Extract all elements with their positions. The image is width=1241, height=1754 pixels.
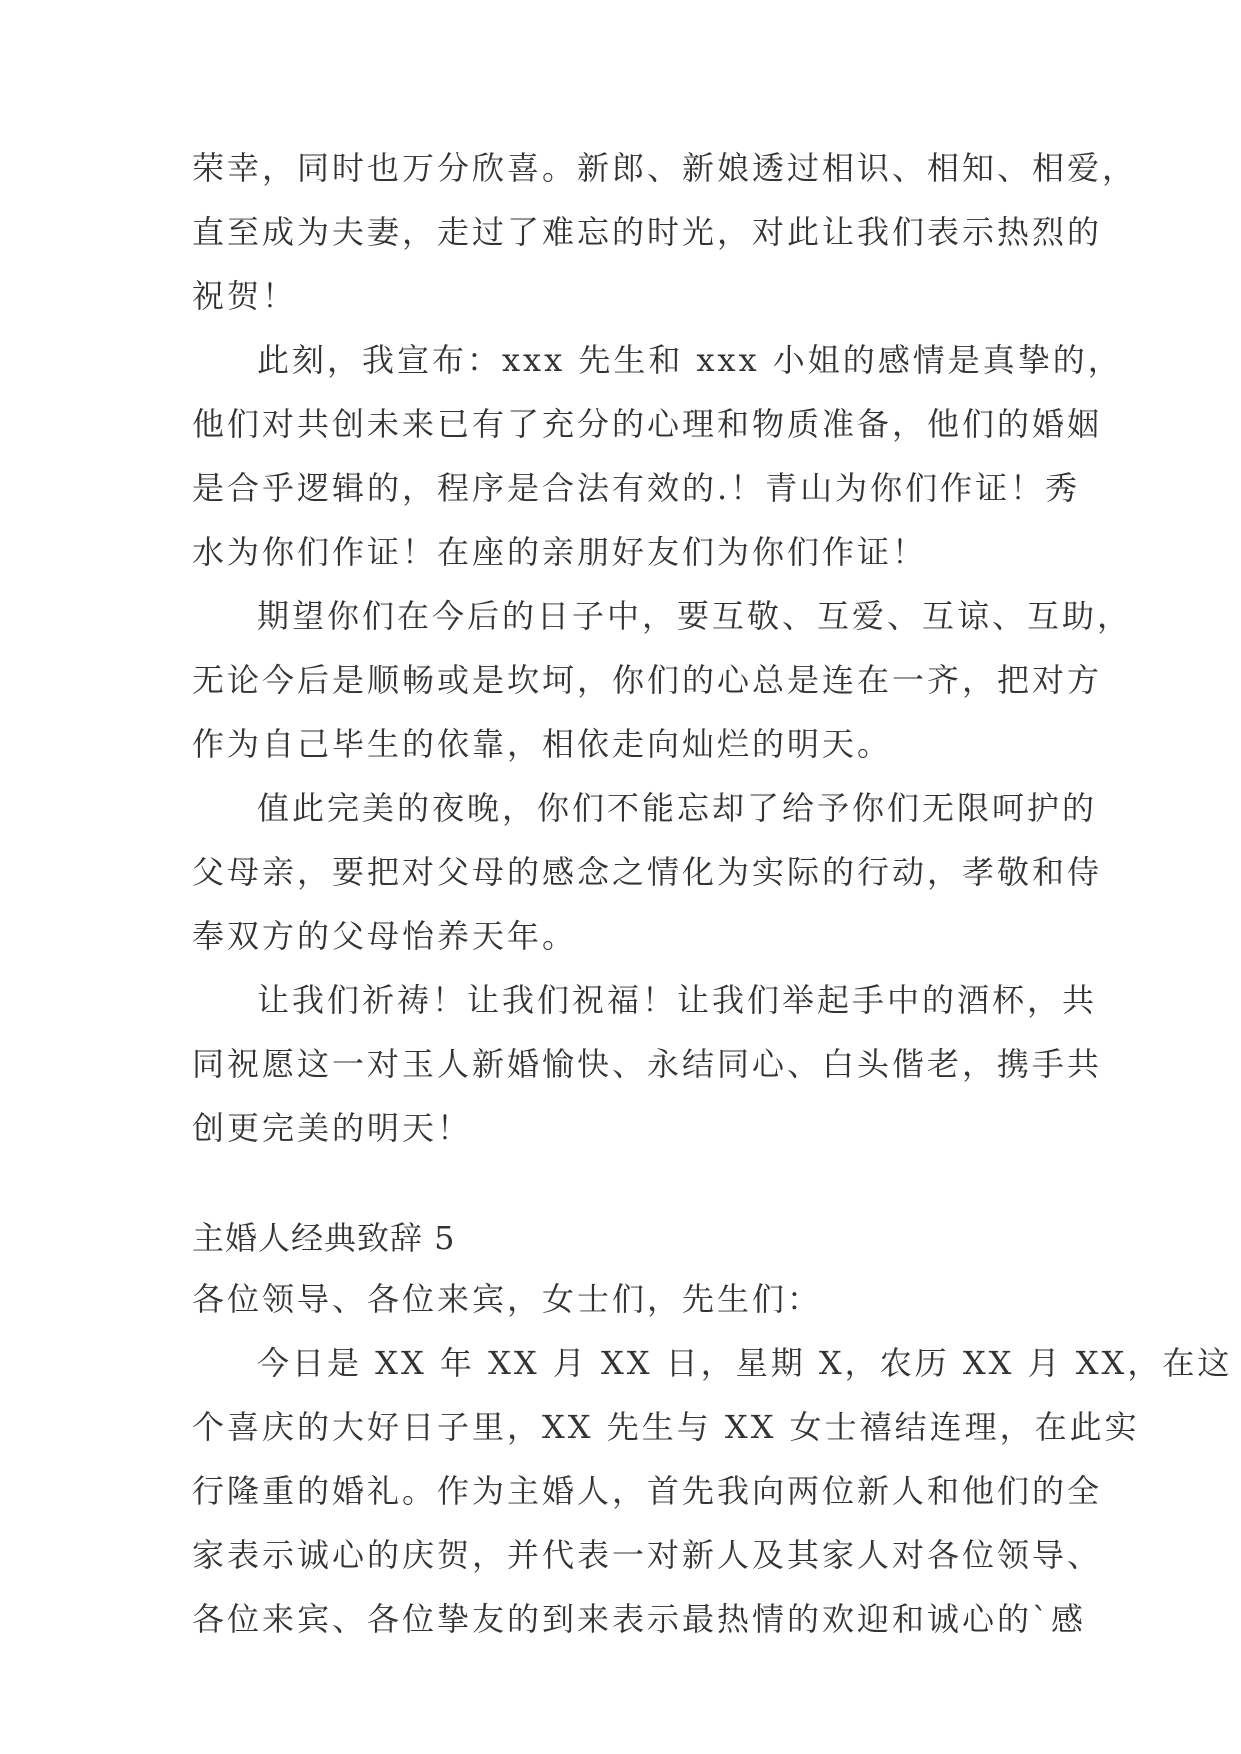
paragraph-5-line-1: 让我们祈祷！让我们祝福！让我们举起手中的酒杯，共 (257, 981, 1098, 1019)
paragraph-1-line-2: 直至成为夫妻，走过了难忘的时光，对此让我们表示热烈的 (192, 213, 1103, 251)
paragraph-1-line-1: 荣幸，同时也万分欣喜。新郎、新娘透过相识、相知、相爱， (192, 149, 1138, 187)
paragraph-3-line-1: 期望你们在今后的日子中，要互敬、互爱、互谅、互助， (257, 597, 1133, 635)
paragraph-2-line-2: 他们对共创未来已有了充分的心理和物质准备，他们的婚姻 (192, 405, 1103, 443)
paragraph-6-line-5: 各位来宾、各位挚友的到来表示最热情的欢迎和诚心的`感 (192, 1600, 1087, 1638)
paragraph-2-line-3: 是合乎逻辑的，程序是合法有效的.！青山为你们作证！秀 (192, 469, 1081, 507)
paragraph-1-line-3: 祝贺！ (192, 277, 298, 315)
paragraph-5-line-2: 同祝愿这一对玉人新婚愉快、永结同心、白头偕老，携手共 (192, 1045, 1103, 1083)
paragraph-5-line-3: 创更完美的明天！ (192, 1109, 473, 1147)
paragraph-4-line-3: 奉双方的父母怡养天年。 (192, 917, 578, 955)
paragraph-4-line-1: 值此完美的夜晚，你们不能忘却了给予你们无限呵护的 (257, 789, 1098, 827)
paragraph-2-line-4: 水为你们作证！在座的亲朋好友们为你们作证！ (192, 533, 928, 571)
paragraph-3-line-3: 作为自己毕生的依靠，相依走向灿烂的明天。 (192, 725, 893, 763)
paragraph-6-line-3: 行隆重的婚礼。作为主婚人，首先我向两位新人和他们的全 (192, 1472, 1103, 1510)
salutation: 各位领导、各位来宾，女士们，先生们： (192, 1280, 823, 1318)
paragraph-4-line-2: 父母亲，要把对父母的感念之情化为实际的行动，孝敬和侍 (192, 853, 1103, 891)
paragraph-6-line-2: 个喜庆的大好日子里，XX 先生与 XX 女士禧结连理，在此实 (192, 1408, 1140, 1446)
paragraph-6-line-4: 家表示诚心的庆贺，并代表一对新人及其家人对各位领导、 (192, 1536, 1103, 1574)
paragraph-2-line-1: 此刻，我宣布：xxx 先生和 xxx 小姐的感情是真挚的， (257, 341, 1123, 379)
paragraph-3-line-2: 无论今后是顺畅或是坎坷，你们的心总是连在一齐，把对方 (192, 661, 1103, 699)
paragraph-6-line-1: 今日是 XX 年 XX 月 XX 日，星期 X，农历 XX 月 XX，在这 (257, 1344, 1233, 1382)
section-title: 主婚人经典致辞 5 (192, 1219, 456, 1257)
